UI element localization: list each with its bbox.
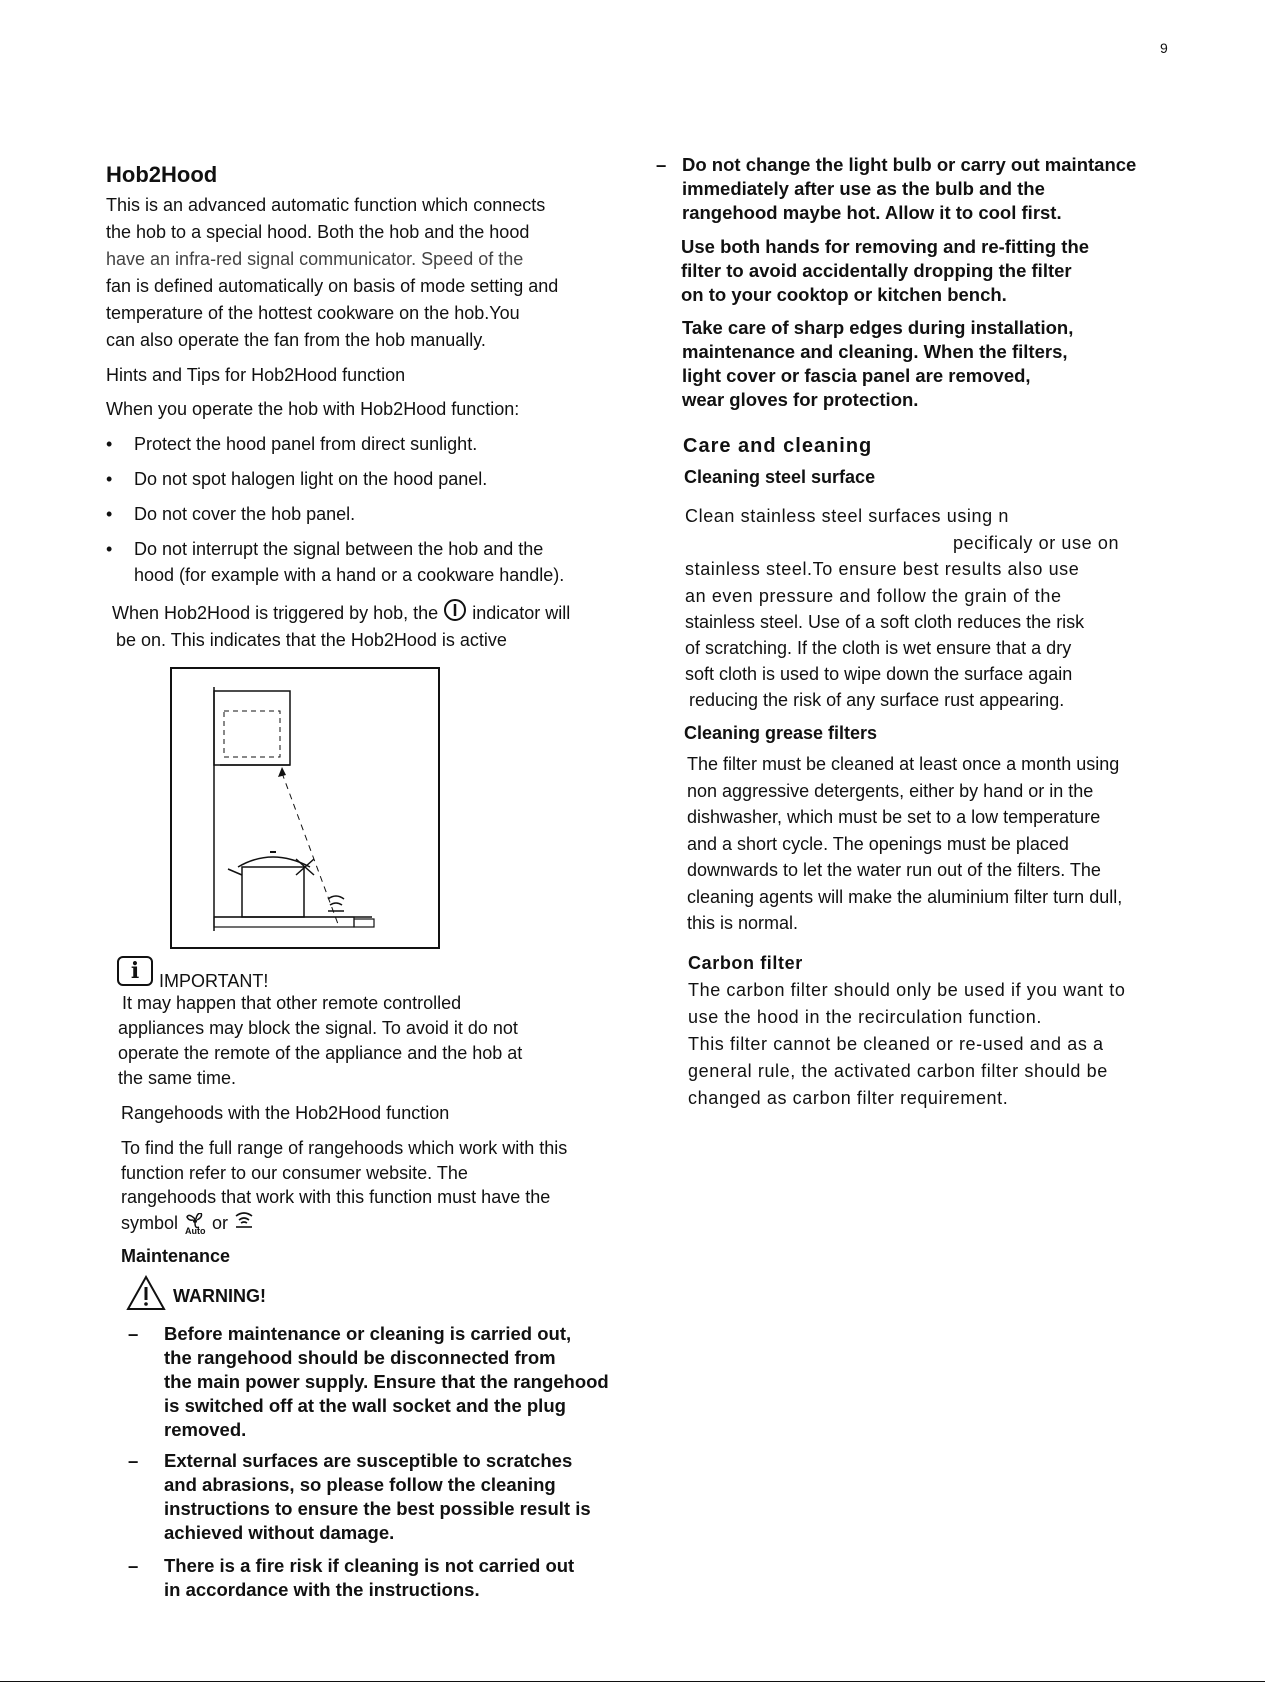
warning-line: instructions to ensure the best possible result is xyxy=(164,1498,591,1519)
symbol-word: symbol xyxy=(121,1213,179,1233)
hints-heading: Hints and Tips for Hob2Hood function xyxy=(106,365,406,385)
intro-line: the hob to a special hood. Both the hob and the hood xyxy=(106,222,530,242)
bullet-marker: • xyxy=(106,504,113,524)
intro-line: have an infra-red signal communicator. Speed of the xyxy=(106,249,524,269)
bullet-marker: • xyxy=(106,469,113,489)
important-line: It may happen that other remote controlled xyxy=(122,993,462,1013)
important-line: operate the remote of the appliance and the hob at xyxy=(118,1043,523,1063)
grease-line: non aggressive detergents, either by hand or in the xyxy=(687,780,1094,801)
steel-line: stainless steel. Use of a soft cloth reduces the risk xyxy=(685,612,1085,632)
triggered-text: When Hob2Hood is triggered by hob, the xyxy=(112,602,439,623)
dash-marker: – xyxy=(128,1323,139,1344)
intro-line: This is an advanced automatic function which connects xyxy=(106,195,546,215)
bullet-item xyxy=(106,431,477,457)
warning-line: is switched off at the wall socket and the plug xyxy=(164,1395,566,1416)
bullet-text: Do not cover the hob panel. xyxy=(134,504,356,524)
edges-paragraph xyxy=(682,316,1073,412)
rangehoods-line: rangehoods that work with this function must have the xyxy=(121,1187,551,1207)
warning-line: rangehood maybe hot. Allow it to cool first. xyxy=(682,202,1062,223)
care-heading: Care and cleaning xyxy=(683,435,873,457)
info-icon: i xyxy=(117,956,153,986)
bullet-marker: • xyxy=(106,434,113,454)
important-line: appliances may block the signal. To avoid it do not xyxy=(118,1018,518,1038)
bullet-text: Protect the hood panel from direct sunlight. xyxy=(134,434,478,454)
grease-line: dishwasher, which must be set to a low temperature xyxy=(687,807,1101,827)
steel-heading: Cleaning steel surface xyxy=(684,467,876,487)
grease-line: downwards to let the water run out of the filters. The xyxy=(687,860,1101,880)
warning-label: WARNING! xyxy=(173,1286,266,1306)
edges-line: Take care of sharp edges during installation, xyxy=(682,317,1074,338)
warning-line: There is a fire risk if cleaning is not carried out xyxy=(164,1555,575,1576)
hands-paragraph xyxy=(681,235,1089,307)
auto-label: Auto xyxy=(185,1226,206,1237)
warning-line: External surfaces are susceptible to scratches xyxy=(164,1450,573,1471)
dash-marker: – xyxy=(656,154,667,175)
warning-line: Do not change the light bulb or carry out maintance xyxy=(682,154,1137,175)
warning-item xyxy=(128,1554,574,1602)
section-title-hob2hood: Hob2Hood xyxy=(106,162,218,187)
steel-line: soft cloth is used to wipe down the surface again xyxy=(685,664,1073,684)
steel-paragraph xyxy=(685,503,1119,609)
warning-item xyxy=(128,1449,591,1545)
bullet-item xyxy=(106,501,355,527)
warning-line: achieved without damage. xyxy=(164,1522,395,1543)
hob2hood-diagram xyxy=(170,667,440,949)
warning-line: the main power supply. Ensure that the rangehood xyxy=(164,1371,609,1392)
carbon-line: changed as carbon filter requirement. xyxy=(688,1088,1009,1108)
grease-heading: Cleaning grease filters xyxy=(684,723,878,743)
steel-line: of scratching. If the cloth is wet ensure that a dry xyxy=(685,638,1072,658)
grease-line: and a short cycle. The openings must be placed xyxy=(687,833,1069,854)
light-bulb-warning xyxy=(656,153,1136,225)
grease-line: this is normal. xyxy=(687,913,799,933)
grease-line: The filter must be cleaned at least once a month using xyxy=(687,754,1120,774)
intro-line: temperature of the hottest cookware on the hob.You xyxy=(106,303,520,323)
steel-line: stainless steel.To ensure best results also use xyxy=(685,559,1080,579)
warning-line: the rangehood should be disconnected from xyxy=(164,1347,556,1368)
important-label: IMPORTANT! xyxy=(159,971,269,991)
carbon-paragraph xyxy=(688,977,1125,1112)
important-paragraph xyxy=(118,991,522,1091)
intro-line: fan is defined automatically on basis of mode setting and xyxy=(106,276,559,296)
bullet-marker: • xyxy=(106,539,113,559)
rangehoods-line: To find the full range of rangehoods which work with this xyxy=(121,1138,568,1158)
intro-paragraph xyxy=(106,192,558,354)
symbol-or: or xyxy=(212,1213,229,1233)
edges-line: wear gloves for protection. xyxy=(682,389,919,410)
page-bottom-rule xyxy=(0,1681,1265,1682)
steel-line: reducing the risk of any surface rust appearing. xyxy=(689,690,1065,710)
steel-line: pecificaly or use on xyxy=(953,532,1120,553)
hands-line: Use both hands for removing and re-fitting the xyxy=(681,236,1090,257)
power-indicator-icon xyxy=(443,598,467,630)
rangehoods-paragraph xyxy=(121,1136,567,1210)
rangehoods-heading: Rangehoods with the Hob2Hood function xyxy=(121,1103,450,1123)
carbon-line: This filter cannot be cleaned or re-used and as a xyxy=(688,1034,1104,1054)
steel-paragraph-2 xyxy=(685,609,1084,713)
important-line: the same time. xyxy=(118,1068,237,1088)
carbon-line: general rule, the activated carbon filter should be xyxy=(688,1061,1108,1081)
when-line: When you operate the hob with Hob2Hood function: xyxy=(106,399,520,419)
triggered-line xyxy=(112,598,570,630)
warning-line: removed. xyxy=(164,1419,247,1440)
hands-line: on to your cooktop or kitchen bench. xyxy=(681,284,1007,305)
symbol-line xyxy=(121,1210,255,1238)
hands-line: filter to avoid accidentally dropping the filter xyxy=(681,260,1072,281)
triggered-line-2: be on. This indicates that the Hob2Hood is active xyxy=(116,630,507,650)
bullet-text: Do not interrupt the signal between the hob and the xyxy=(134,539,544,559)
warning-line: Before maintenance or cleaning is carried out, xyxy=(164,1323,572,1344)
signal-icon xyxy=(233,1210,255,1238)
bullet-item xyxy=(106,466,487,492)
steel-line: an even pressure and follow the grain of the xyxy=(685,585,1062,606)
dash-marker: – xyxy=(128,1450,139,1471)
grease-line: cleaning agents will make the aluminium filter turn dull, xyxy=(687,886,1123,907)
intro-line: can also operate the fan from the hob manually. xyxy=(106,330,486,350)
carbon-line: The carbon filter should only be used if you want to xyxy=(688,980,1126,1000)
page-number: 9 xyxy=(1160,40,1168,56)
bullet-text: Do not spot halogen light on the hood panel. xyxy=(134,469,488,489)
carbon-heading: Carbon filter xyxy=(688,953,803,973)
warning-line: immediately after use as the bulb and the xyxy=(682,178,1045,199)
grease-paragraph xyxy=(687,751,1122,937)
triggered-text: indicator will xyxy=(472,602,571,623)
warning-line: in accordance with the instructions. xyxy=(164,1579,480,1600)
dash-marker: – xyxy=(128,1555,139,1576)
warning-icon xyxy=(126,1275,166,1316)
bullet-text: hood (for example with a hand or a cookware handle). xyxy=(134,565,565,585)
fan-auto-icon xyxy=(183,1210,207,1238)
rangehoods-line: function refer to our consumer website. The xyxy=(121,1162,468,1183)
warning-line: and abrasions, so please follow the cleaning xyxy=(164,1474,556,1495)
edges-line: light cover or fascia panel are removed, xyxy=(682,365,1031,386)
carbon-line: use the hood in the recirculation function. xyxy=(688,1007,1043,1027)
steel-line: Clean stainless steel surfaces using n xyxy=(685,506,1009,526)
warning-item xyxy=(128,1322,609,1442)
maintenance-heading: Maintenance xyxy=(121,1246,231,1266)
bullet-item xyxy=(106,536,564,588)
edges-line: maintenance and cleaning. When the filters, xyxy=(682,341,1068,362)
